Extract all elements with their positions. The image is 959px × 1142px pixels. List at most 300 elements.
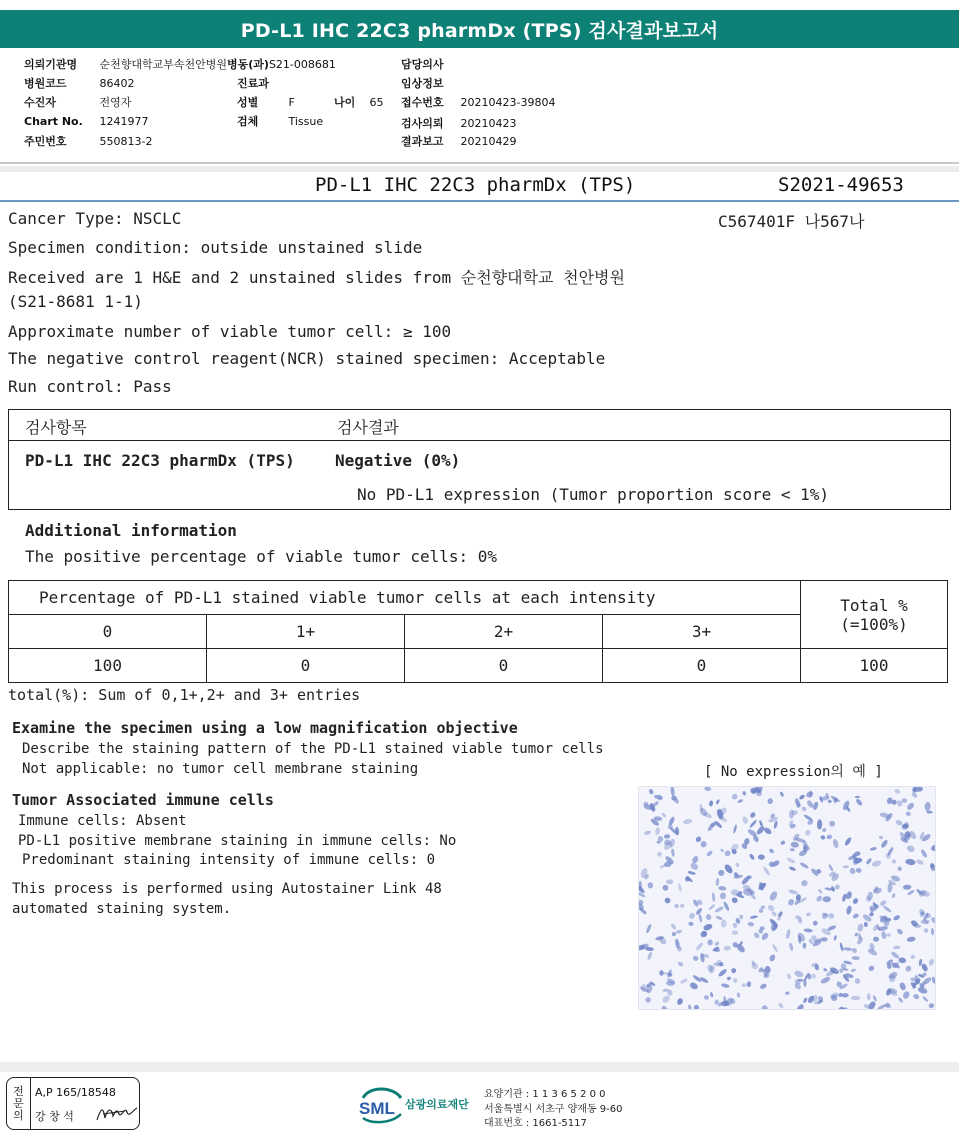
report-codes: C567401F 나567나 — [718, 212, 865, 231]
result-detail: No PD-L1 expression (Tumor proportion score < 1%) — [357, 485, 830, 504]
test-result: Negative (0%) — [335, 451, 461, 470]
nucleus-mark — [750, 915, 758, 919]
age-label: 나이 — [334, 96, 356, 109]
intensity-value: 0 — [603, 649, 801, 683]
logo-arc-icon — [363, 1089, 401, 1098]
total-header-line1: Total % — [840, 595, 908, 615]
nucleus-mark — [897, 866, 903, 872]
nucleus-mark — [711, 892, 716, 902]
nucleus-mark — [839, 942, 844, 952]
nucleus-mark — [785, 929, 791, 940]
nucleus-mark — [786, 973, 792, 980]
exam-line-2: Not applicable: no tumor cell membrane staining — [22, 761, 419, 777]
nucleus-mark — [821, 912, 829, 920]
nucleus-mark — [826, 834, 833, 840]
micrograph-image — [638, 786, 936, 1010]
ward-value: S21-008681 — [268, 58, 336, 71]
nucleus-mark — [798, 794, 805, 801]
nucleus-mark — [930, 916, 936, 926]
nucleus-mark — [726, 976, 731, 981]
nucleus-mark — [771, 910, 778, 917]
nucleus-mark — [865, 857, 872, 865]
nucleus-mark — [851, 996, 861, 1000]
nucleus-mark — [850, 968, 856, 972]
nucleus-mark — [732, 978, 738, 984]
nucleus-mark — [704, 787, 711, 791]
nucleus-mark — [688, 921, 694, 926]
nucleus-mark — [803, 928, 812, 933]
nucleus-mark — [779, 791, 784, 797]
nucleus-mark — [723, 901, 731, 912]
nucleus-mark — [800, 879, 809, 888]
nucleus-mark — [868, 965, 876, 972]
nucleus-mark — [915, 858, 924, 865]
nucleus-mark — [921, 963, 929, 973]
nucleus-mark — [821, 827, 827, 832]
nucleus-mark — [761, 1004, 769, 1010]
nucleus-mark — [922, 995, 929, 1002]
nucleus-mark — [647, 951, 653, 960]
nucleus-mark — [844, 836, 853, 846]
nucleus-mark — [926, 811, 933, 814]
nucleus-mark — [893, 946, 901, 950]
nucleus-mark — [661, 812, 667, 818]
resident-no-label: 주민번호 — [24, 135, 67, 148]
nucleus-mark — [880, 839, 889, 849]
nucleus-mark — [904, 965, 912, 973]
received-slides: Received are 1 H&E and 2 unstained slides from 순천향대학교 천안병원 — [8, 268, 625, 287]
nucleus-mark — [890, 951, 900, 960]
nucleus-mark — [805, 912, 811, 918]
header-rule — [0, 200, 959, 202]
nucleus-mark — [805, 790, 814, 799]
nucleus-mark — [867, 993, 871, 1000]
nucleus-mark — [732, 922, 738, 928]
nucleus-mark — [796, 931, 807, 942]
nucleus-mark — [647, 882, 653, 889]
nucleus-mark — [675, 929, 682, 934]
institution-field — [24, 56, 336, 72]
nucleus-mark — [768, 890, 778, 902]
chart-no-label: Chart No. — [24, 115, 83, 128]
nucleus-mark — [873, 936, 879, 941]
nucleus-mark — [749, 819, 758, 828]
specimen-value: Tissue — [288, 115, 324, 128]
nucleus-mark — [920, 849, 928, 859]
signature-box — [6, 1077, 140, 1130]
nucleus-mark — [664, 834, 670, 839]
nucleus-mark — [678, 883, 682, 892]
specimen-label: 검체 — [237, 115, 259, 128]
department-field — [237, 75, 269, 91]
nucleus-mark — [768, 848, 775, 854]
recipient-field — [24, 94, 131, 110]
nucleus-mark — [737, 799, 744, 804]
nucleus-mark — [747, 922, 754, 927]
request-date-label: 검사의뢰 — [401, 117, 444, 130]
recipient-value: 전영자 — [99, 96, 132, 109]
specialist-char: 의 — [13, 1108, 24, 1122]
nucleus-mark — [815, 895, 823, 903]
nucleus-mark — [733, 824, 738, 834]
sex-field — [237, 94, 384, 110]
intensity-value: 100 — [9, 649, 207, 683]
specialist-char: 문 — [13, 1096, 24, 1110]
nucleus-mark — [930, 844, 936, 852]
nucleus-mark — [789, 942, 794, 951]
nucleus-mark — [767, 798, 774, 805]
nucleus-mark — [828, 913, 835, 919]
specialist-label — [7, 1078, 31, 1129]
nucleus-mark — [660, 1005, 669, 1010]
patient-divider-shade — [0, 166, 959, 172]
nucleus-mark — [906, 801, 915, 811]
immune-line-1: Immune cells: Absent — [18, 813, 187, 829]
nucleus-mark — [803, 814, 813, 822]
nucleus-mark — [931, 928, 934, 936]
specimen-condition: Specimen condition: outside unstained slide — [8, 238, 423, 257]
nucleus-mark — [661, 884, 669, 892]
nucleus-mark — [852, 897, 859, 905]
nucleus-mark — [692, 955, 699, 962]
viable-cell-count: Approximate number of viable tumor cell: ≥ 100 — [8, 322, 452, 341]
chart-no-value: 1241977 — [99, 115, 149, 128]
nucleus-mark — [871, 859, 882, 867]
patient-info — [0, 48, 959, 162]
intensity-header: 3+ — [603, 615, 801, 649]
nucleus-mark — [910, 954, 915, 960]
nucleus-mark — [739, 915, 743, 920]
nucleus-mark — [835, 884, 840, 889]
immune-line-2: PD-L1 positive membrane staining in immune cells: No — [18, 833, 457, 849]
nucleus-mark — [679, 903, 685, 909]
nucleus-mark — [870, 847, 878, 852]
result-table — [8, 409, 951, 510]
result-table-header — [9, 410, 950, 441]
nucleus-mark — [709, 800, 714, 807]
process-line-1: This process is performed using Autostainer Link 48 — [12, 881, 442, 897]
nucleus-mark — [896, 928, 904, 936]
nucleus-mark — [817, 819, 823, 829]
nucleus-mark — [898, 957, 906, 964]
nucleus-mark — [695, 835, 703, 843]
item-header: 검사항목 — [25, 418, 87, 437]
signer-name: 강 창 석 — [35, 1110, 74, 1123]
micrograph-svg — [639, 787, 936, 1010]
nucleus-mark — [878, 835, 883, 840]
nucleus-mark — [803, 997, 809, 1004]
department-label: 진료과 — [237, 77, 269, 90]
nucleus-mark — [668, 816, 676, 826]
nucleus-mark — [749, 853, 756, 861]
report-title: PD-L1 IHC 22C3 pharmDx (TPS) 검사결과보고서 — [0, 10, 959, 48]
nucleus-mark — [703, 994, 710, 1000]
nucleus-mark — [720, 892, 727, 899]
resident-no-field — [24, 133, 152, 149]
nucleus-mark — [670, 923, 677, 931]
nucleus-mark — [703, 923, 714, 932]
signature-image — [95, 1102, 139, 1124]
nucleus-mark — [716, 915, 724, 920]
nucleus-mark — [820, 976, 831, 985]
nucleus-mark — [907, 889, 916, 896]
nucleus-mark — [717, 869, 726, 877]
request-date-value: 20210423 — [460, 117, 517, 130]
nucleus-mark — [799, 862, 809, 870]
nucleus-mark — [676, 997, 684, 1005]
nucleus-mark — [736, 992, 740, 998]
nucleus-mark — [891, 893, 896, 899]
nucleus-mark — [723, 863, 734, 875]
nucleus-mark — [818, 888, 823, 894]
ward-label: 병동(과) — [227, 58, 269, 71]
nucleus-mark — [924, 802, 931, 811]
nucleus-mark — [769, 954, 777, 963]
nucleus-mark — [670, 787, 675, 796]
nucleus-mark — [720, 848, 725, 852]
result-header: 검사결과 — [337, 418, 399, 437]
ncr-result: The negative control reagent(NCR) stained specimen: Acceptable — [8, 349, 606, 368]
nucleus-mark — [802, 943, 806, 949]
nucleus-mark — [811, 973, 816, 979]
nucleus-mark — [750, 961, 759, 970]
signer-code: A,P 165/18548 — [35, 1086, 116, 1099]
nucleus-mark — [694, 1005, 700, 1010]
nucleus-mark — [695, 941, 704, 951]
clinical-info-label: 임상정보 — [401, 77, 444, 90]
clinical-info-field — [401, 75, 457, 91]
run-control: Run control: Pass — [8, 377, 172, 396]
nucleus-mark — [833, 935, 837, 941]
nucleus-mark — [730, 967, 737, 974]
image-caption: [ No expression의 예 ] — [704, 764, 883, 780]
physician-field — [401, 56, 457, 72]
org-info-2: 서울특별시 서초구 양재동 9-60 — [484, 1104, 623, 1115]
sex-value: F — [288, 96, 295, 109]
nucleus-mark — [794, 970, 805, 979]
nucleus-mark — [742, 791, 747, 796]
nucleus-mark — [656, 851, 662, 857]
nucleus-mark — [828, 864, 834, 872]
nucleus-mark — [645, 997, 651, 1003]
nucleus-mark — [899, 982, 907, 991]
table-row — [9, 649, 948, 683]
nucleus-mark — [709, 992, 714, 998]
nucleus-mark — [721, 919, 727, 927]
nucleus-mark — [843, 947, 852, 951]
intensity-header: 0 — [9, 615, 207, 649]
nucleus-mark — [902, 990, 911, 1000]
nucleus-mark — [822, 896, 831, 902]
nucleus-mark — [772, 944, 779, 953]
logo-text: SML — [359, 1099, 395, 1118]
nucleus-mark — [801, 806, 808, 812]
nucleus-mark — [717, 968, 727, 978]
nucleus-mark — [687, 870, 696, 875]
institution-value: 순천향대학교부속천안병원 — [99, 58, 228, 71]
nucleus-mark — [928, 958, 935, 966]
nucleus-mark — [659, 970, 663, 976]
nucleus-mark — [715, 799, 720, 805]
nucleus-mark — [773, 821, 778, 829]
nucleus-mark — [895, 819, 903, 827]
resident-no-value: 550813-2 — [99, 135, 153, 148]
intensity-header: 2+ — [405, 615, 603, 649]
nucleus-mark — [668, 990, 673, 996]
nucleus-mark — [928, 1003, 934, 1009]
nucleus-mark — [731, 793, 739, 801]
nucleus-mark — [707, 939, 713, 945]
immune-heading: Tumor Associated immune cells — [12, 791, 274, 809]
nucleus-mark — [698, 913, 703, 922]
accession-value: 20210423-39804 — [460, 96, 556, 109]
nucleus-mark — [644, 830, 652, 836]
nucleus-mark — [820, 834, 826, 840]
test-item: PD-L1 IHC 22C3 pharmDx (TPS) — [25, 451, 295, 470]
nucleus-mark — [872, 995, 877, 1002]
additional-heading: Additional information — [25, 521, 237, 540]
nucleus-mark — [767, 904, 776, 913]
total-header-line2: (=100%) — [840, 614, 908, 634]
intensity-value: 0 — [405, 649, 603, 683]
recipient-label: 수진자 — [24, 96, 56, 109]
nucleus-mark — [763, 826, 773, 835]
nucleus-mark — [891, 859, 896, 864]
intensity-value: 0 — [207, 649, 405, 683]
physician-label: 담당의사 — [401, 58, 444, 71]
chart-no-field — [24, 115, 149, 128]
nucleus-mark — [788, 889, 798, 895]
nucleus-mark — [777, 1002, 784, 1009]
nucleus-mark — [869, 912, 874, 917]
nucleus-mark — [789, 866, 797, 872]
nucleus-mark — [689, 981, 699, 990]
nucleus-mark — [664, 897, 671, 904]
nucleus-mark — [849, 867, 857, 875]
nucleus-mark — [746, 981, 751, 987]
nucleus-mark — [706, 850, 714, 858]
nucleus-mark — [683, 818, 693, 824]
nucleus-mark — [855, 867, 862, 873]
nucleus-mark — [879, 899, 887, 907]
nucleus-mark — [931, 976, 936, 984]
nucleus-mark — [762, 866, 771, 876]
report-date-field — [401, 133, 517, 149]
nucleus-mark — [759, 983, 767, 990]
nucleus-mark — [688, 912, 696, 920]
nucleus-mark — [714, 905, 724, 913]
nucleus-mark — [894, 788, 901, 794]
nucleus-mark — [854, 932, 859, 937]
nucleus-mark — [829, 821, 835, 827]
nucleus-mark — [688, 1004, 692, 1010]
footer-band — [0, 1062, 959, 1072]
nucleus-mark — [742, 816, 749, 825]
nucleus-mark — [855, 798, 863, 806]
cancer-type: Cancer Type: NSCLC — [8, 209, 182, 228]
nucleus-mark — [718, 886, 727, 891]
report-date-value: 20210429 — [460, 135, 517, 148]
exam-heading: Examine the specimen using a low magnification objective — [12, 719, 518, 737]
nucleus-mark — [777, 911, 784, 918]
nucleus-mark — [846, 905, 853, 915]
nucleus-mark — [785, 991, 790, 995]
nucleus-mark — [721, 983, 730, 989]
org-info-3: 대표번호 : 1661-5117 — [484, 1118, 587, 1129]
nucleus-mark — [852, 956, 860, 960]
nucleus-mark — [715, 878, 719, 887]
table-row — [9, 581, 948, 615]
nucleus-mark — [903, 884, 912, 889]
sex-label: 성별 — [237, 96, 259, 109]
nucleus-mark — [732, 930, 739, 935]
nucleus-mark — [812, 920, 818, 926]
total-value: 100 — [801, 649, 948, 683]
nucleus-mark — [851, 947, 858, 954]
nucleus-mark — [897, 997, 903, 1004]
report-header — [0, 174, 959, 202]
patient-divider — [0, 162, 959, 164]
nucleus-mark — [893, 914, 901, 921]
intensity-title: Percentage of PD-L1 stained viable tumor cells at each intensity — [9, 581, 801, 615]
nucleus-mark — [731, 896, 739, 904]
nucleus-mark — [795, 1003, 805, 1010]
nucleus-mark — [804, 829, 811, 836]
test-id: S2021-49653 — [778, 174, 904, 196]
nucleus-mark — [645, 923, 652, 933]
nucleus-mark — [821, 937, 828, 942]
table-footnote: total(%): Sum of 0,1+,2+ and 3+ entries — [8, 686, 361, 704]
nucleus-mark — [700, 840, 708, 848]
hospital-code-value: 86402 — [99, 77, 135, 90]
hospital-code-field — [24, 75, 135, 91]
immune-line-3: Predominant staining intensity of immune cells: 0 — [22, 852, 436, 868]
intensity-header: 1+ — [207, 615, 405, 649]
accession-label: 접수번호 — [401, 96, 444, 109]
nucleus-mark — [882, 905, 892, 913]
age-value: 65 — [369, 96, 384, 109]
nucleus-mark — [674, 903, 680, 909]
nucleus-mark — [906, 844, 916, 853]
nucleus-mark — [724, 850, 732, 858]
org-name: 삼광의료재단 — [405, 1098, 469, 1111]
nucleus-mark — [790, 841, 799, 848]
nucleus-mark — [843, 865, 850, 868]
nucleus-mark — [677, 961, 684, 967]
hospital-code-label: 병원코드 — [24, 77, 67, 90]
nucleus-mark — [787, 898, 795, 906]
nucleus-mark — [666, 879, 673, 884]
sml-logo-icon — [357, 1084, 405, 1124]
nucleus-mark — [823, 968, 828, 972]
nucleus-mark — [735, 862, 740, 867]
request-date-field — [401, 115, 517, 131]
nucleus-mark — [923, 928, 929, 934]
nucleus-mark — [741, 983, 746, 987]
specimen-field — [237, 113, 323, 129]
nucleus-mark — [828, 800, 832, 804]
slide-reference: (S21-8681 1-1) — [8, 292, 143, 311]
nucleus-mark — [749, 811, 756, 819]
exam-line-1: Describe the staining pattern of the PD-L1 stained viable tumor cells — [22, 741, 604, 757]
org-info-1: 요양기관 : 1 1 3 6 5 2 0 0 — [484, 1089, 606, 1100]
nucleus-mark — [906, 936, 916, 942]
nucleus-mark — [714, 941, 720, 947]
positive-percentage: The positive percentage of viable tumor cells: 0% — [25, 547, 498, 566]
report-date-label: 결과보고 — [401, 135, 444, 148]
nucleus-mark — [671, 848, 675, 857]
nucleus-mark — [905, 811, 911, 816]
